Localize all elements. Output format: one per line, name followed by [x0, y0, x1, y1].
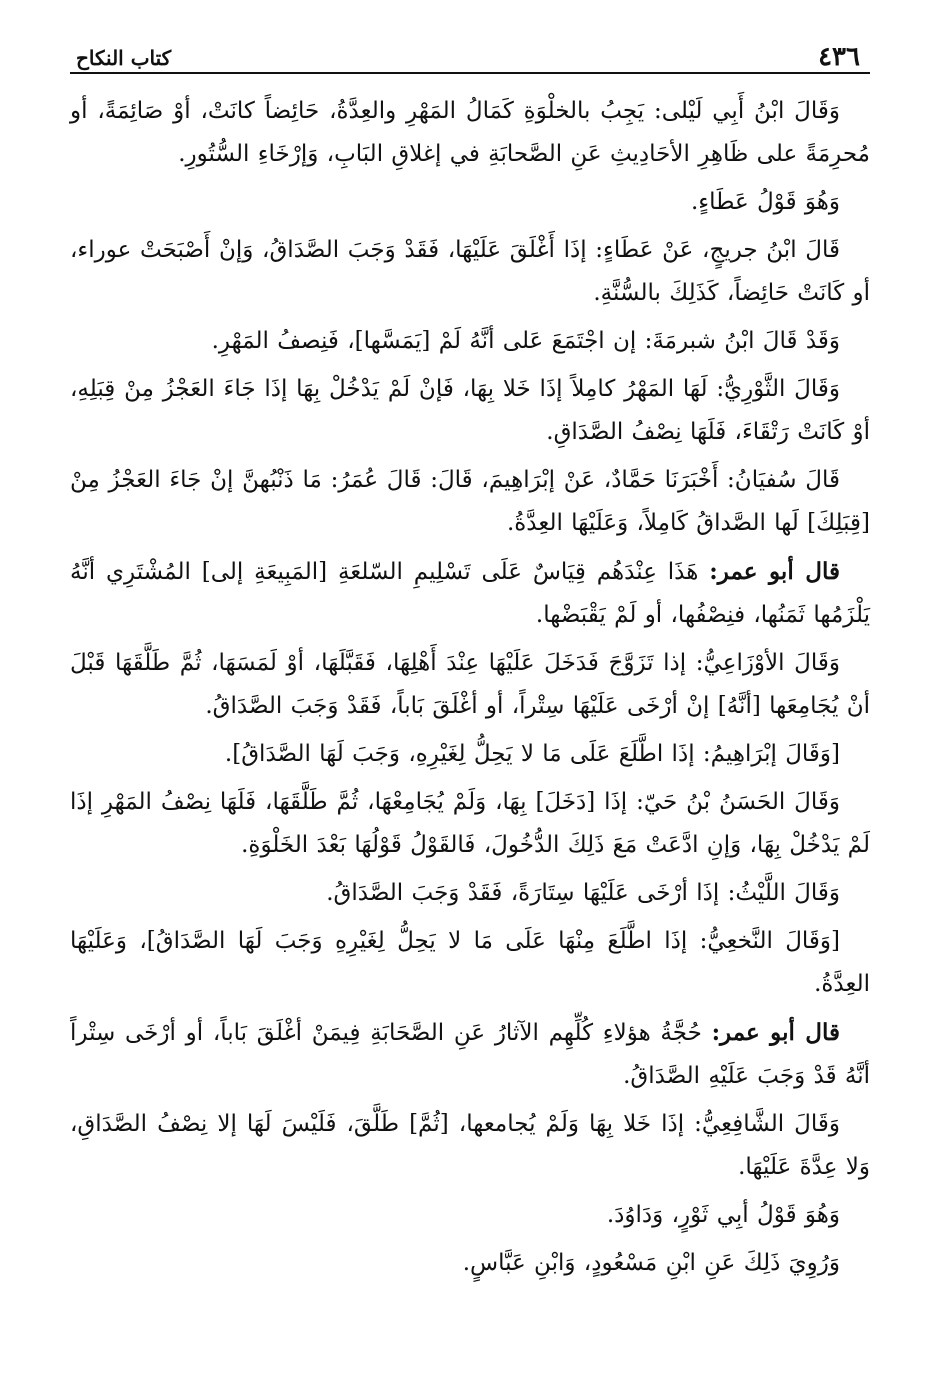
paragraph-4	[70, 320, 870, 363]
paragraph-2	[70, 181, 870, 224]
paragraph-13-text: حُجَّةُ هؤلاءِ كُلِّهِم الآثارُ عَنِ الصَّحَابَةِ فِيمَنْ أغْلَقَ بَاباً، أو أرْخَى سِتْراً أنَّهُ قَدْ وَجَبَ عَلَيْهِ الصَّدَاقُ.	[70, 1020, 870, 1089]
paragraph-11	[70, 872, 870, 915]
paragraph-9	[70, 733, 870, 776]
paragraph-15-text: وَهُوَ قَوْلُ أبِي ثَوْرٍ، وَدَاوُدَ.	[606, 1202, 840, 1228]
paragraph-5-text: وَقَالَ الثَّوْرِيُّ: لَهَا المَهْرُ كامِلاً إذَا خَلا بِهَا، فَإنْ لَمْ يَدْخُلْ بِهَا إذَا جَاءَ العَجْزُ مِنْ قِبَلِهِ، أوْ كَانَتْ رَتْقَاءَ، فَلَهَا نِصْفُ الصَّدَاقِ.	[70, 376, 870, 445]
paragraph-2-text: وَهُوَ قَوْلُ عَطَاءٍ.	[690, 189, 840, 215]
paragraph-12-text: [وَقَالَ النَّخعِيُّ: إذَا اطَّلَعَ مِنْهَا عَلَى مَا لا يَحِلُّ لِغَيْرِهِ وَجَبَ لَهَا الصَّدَاقُ]، وَعَلَيْهَا العِدَّةُ.	[70, 928, 870, 997]
paragraph-7	[70, 550, 870, 637]
running-header	[70, 38, 870, 74]
paragraph-3	[70, 229, 870, 315]
paragraph-11-text: وَقَالَ اللَّيْثُ: إذَا أرْخَى عَلَيْهَا سِتَارَةً، فَقَدْ وَجَبَ الصَّدَاقُ.	[326, 880, 840, 906]
paragraph-3-text: قَالَ ابْنُ جريجٍ، عَنْ عَطَاءٍ: إذَا أَغْلَقَ عَلَيْهَا، فَقَدْ وَجَبَ الصَّدَاقُ، وَإنْ أَصْبَحَتْ عوراء، أو كَانَتْ حَائِضاً، كَذَلِكَ بالسُّنَّةِ.	[70, 237, 870, 306]
paragraph-14	[70, 1103, 870, 1189]
paragraph-1-text: وَقَالَ ابْنُ أَبِي لَيْلى: يَجِبُ بالخلْوَةِ كَمَالُ المَهْرِ والعِدَّةُ، حَائِضاً كانَتْ، أوْ صَائِمَةً، أو مُحرِمَةً على ظَاهِرِ الأحَادِيثِ عَنِ الصَّحابَةِ في إغلاقِ البَابِ، وَإرْخَاءِ السُّتُورِ.	[70, 98, 870, 167]
paragraph-8	[70, 642, 870, 728]
paragraph-5	[70, 368, 870, 454]
paragraph-15	[70, 1194, 870, 1237]
page-number: ٤٣٦	[818, 42, 860, 72]
paragraph-9-text: [وَقَالَ إبْرَاهِيمُ: إذَا اطَّلَعَ عَلَى مَا لا يَحِلُّ لِغَيْرِهِ، وَجَبَ لَهَا الصَّدَاقُ].	[224, 741, 840, 767]
paragraph-4-text: وَقَدْ قَالَ ابْنُ شبرمَةَ: إن اجْتَمَعَ عَلى أنَّهُ لَمْ [يَمَسَّها]، فَنِصفُ المَهْرِ.	[211, 328, 840, 354]
body-text	[70, 90, 870, 1285]
paragraph-13-lead: قال أبو عمر:	[711, 1019, 840, 1046]
paragraph-10-text: وَقَالَ الحَسَنُ بْنُ حَيّ: إذَا [دَخَلَ] بِهَا، وَلَمْ يُجَامِعْهَا، ثُمَّ طَلَّقَهَا، فَلَهَا نِصْفُ المَهْرِ إذَا لَمْ يَدْخُلْ بِهَا، وَإنِ ادَّعَتْ مَعَ ذَلِكَ الدُّخُولَ، فَالقَوْلُ قَوْلُهَا بَعْدَ الخَلْوَةِ.	[70, 789, 870, 858]
paragraph-10	[70, 781, 870, 867]
paragraph-1	[70, 90, 870, 176]
paragraph-12	[70, 920, 870, 1006]
paragraph-6-text: قَالَ سُفيَانُ: أَخْبَرَنَا حَمَّادٌ، عَنْ إبْرَاهِيمَ، قَالَ: قَالَ عُمَرُ: مَا ذَنْبُهنَّ إنْ جَاءَ العَجْزُ مِنْ [قِبَلِكَ] لَها الصَّداقُ كَامِلاً، وَعَلَيْهَا العِدَّةُ.	[70, 467, 870, 536]
book-page	[70, 38, 870, 1290]
paragraph-8-text: وَقَالَ الأوْزَاعِيُّ: إذا تَزَوَّجَ فَدَخَلَ عَلَيْهَا عِنْدَ أَهْلِهَا، فَقَبَّلَهَا، أوْ لَمَسَهَا، ثُمَّ طَلَّقَهَا قَبْلَ أنْ يُجَامِعَها [أنَّهُ] إنْ أرْخَى عَلَيْهَا سِتْراً، أو أغْلَقَ بَاباً، فَقَدْ وَجَبَ الصَّدَاقُ.	[70, 650, 870, 719]
paragraph-6	[70, 459, 870, 545]
paragraph-13	[70, 1011, 870, 1098]
paragraph-16-text: وَرُوِيَ ذَلِكَ عَنِ ابْنِ مَسْعُودٍ، وَابْنِ عَبَّاسٍ.	[462, 1250, 840, 1276]
paragraph-7-text: هَذَا عِنْدَهُم قِيَاسٌ عَلَى تَسْلِيمِ السّلعَةِ [المَبِيعَةِ إلى] المُشْتَرِي أنَّهُ يَلْزَمُها ثَمَنُها، فنِصْفُها، أو لَمْ يَقْبَضْها.	[70, 559, 870, 628]
paragraph-16	[70, 1242, 870, 1285]
chapter-title: كتاب النكاح	[76, 46, 172, 70]
paragraph-7-lead: قال أبو عمر:	[709, 558, 840, 585]
paragraph-14-text: وَقَالَ الشَّافِعِيُّ: إذَا خَلا بِهَا وَلَمْ يُجامعها، [ثُمَّ] طَلَّقَ، فَلَيْسَ لَهَا إلا نِصْفُ الصَّدَاقِ، وَلا عِدَّةَ عَلَيْهَا.	[70, 1111, 870, 1180]
